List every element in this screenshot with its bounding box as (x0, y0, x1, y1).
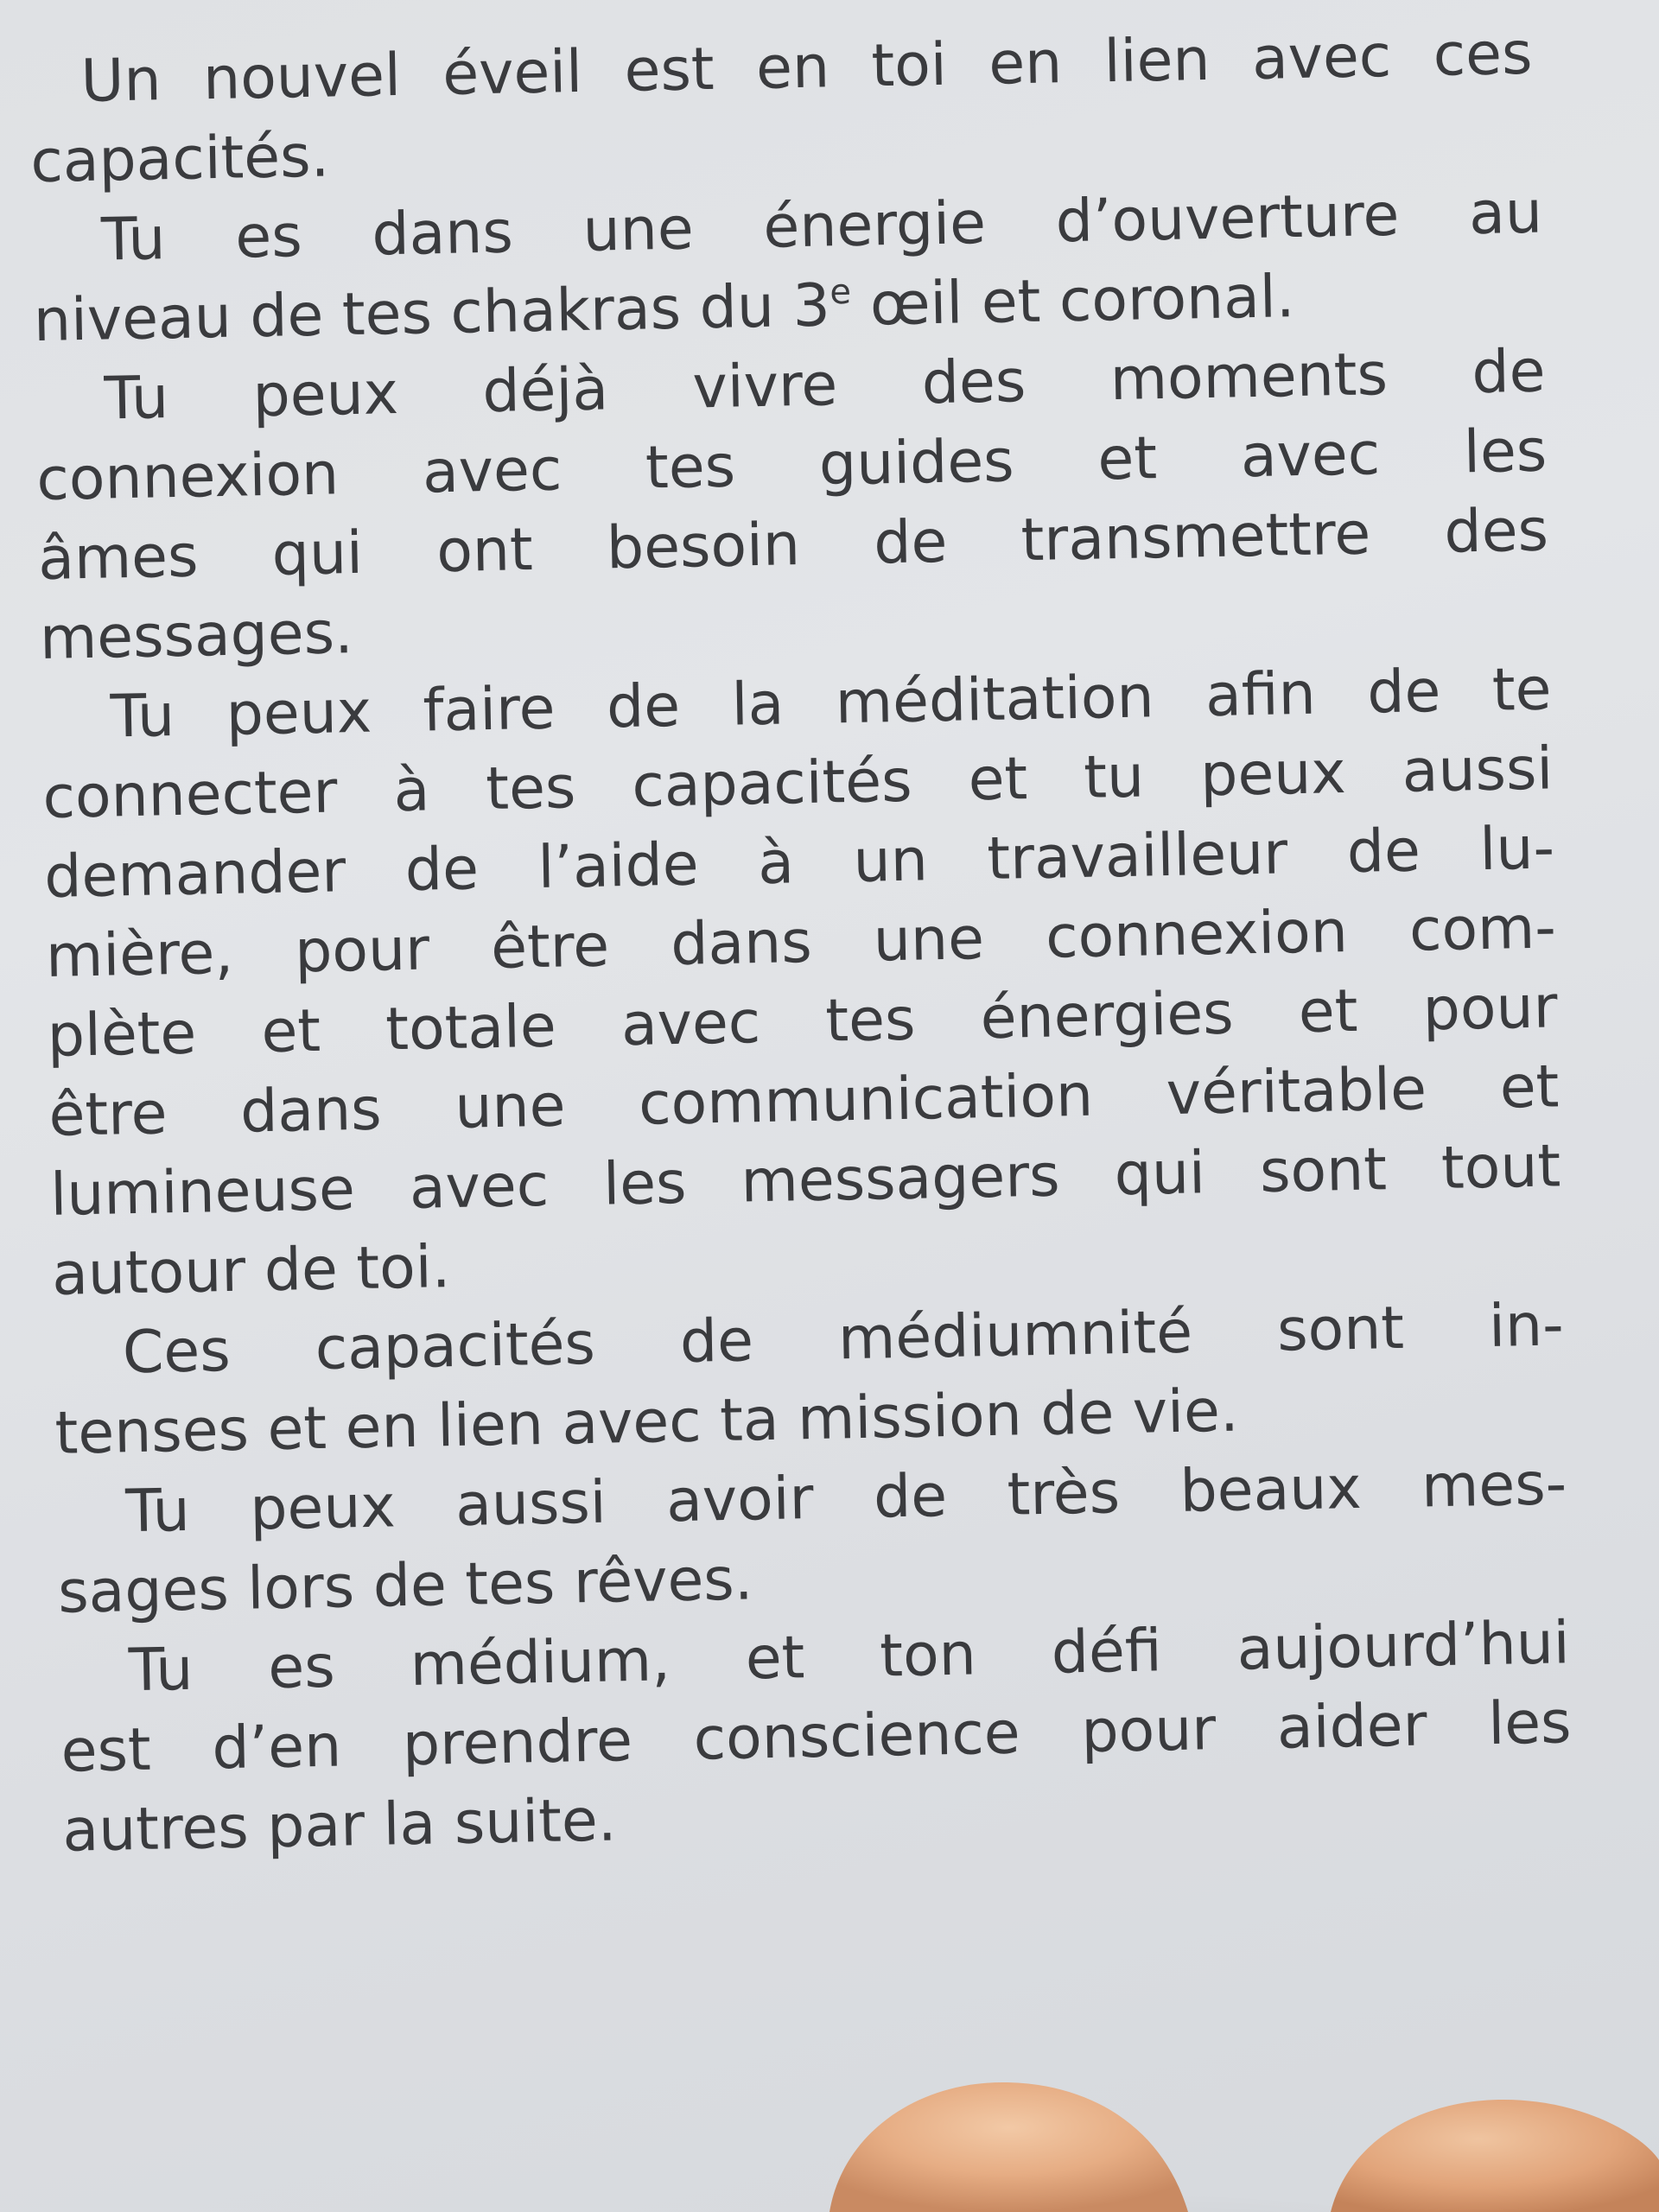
text-line: âmes qui ont besoin de transmettre des (37, 496, 1549, 594)
text-line: capacités. (29, 122, 330, 197)
text-line: autres par la suite. (61, 1786, 618, 1866)
text-fragment: niveau de tes chakras du 3 (33, 271, 831, 356)
text-line: Tu peux faire de la méditation afin de te (109, 655, 1553, 752)
text-line: tenses et en lien avec ta mission de vie. (54, 1376, 1240, 1468)
text-line: connexion avec tes guides et avec les (35, 416, 1548, 515)
text-line: autour de toi. (51, 1233, 451, 1309)
text-line: Tu peux aussi avoir de très beaux mes- (124, 1450, 1567, 1547)
text-line: Un nouvel éveil est en toi en lien avec ces (79, 19, 1534, 116)
text-line: Tu es dans une énergie d’ouverture au (100, 178, 1543, 275)
text-line: mière, pour être dans une connexion com- (45, 893, 1557, 991)
page-text (29, 0, 1573, 1866)
text-line: être dans une communication véritable et (48, 1052, 1560, 1150)
finger-shadow (786, 2117, 1512, 2212)
text-line: demander de l’aide à un travailleur de lu- (43, 814, 1555, 912)
text-line: Ces capacités de médiumnité sont in- (122, 1291, 1565, 1388)
text-line: plète et totale avec tes énergies et pour (47, 973, 1559, 1071)
text-line: sages lors de tes rêves. (57, 1545, 754, 1627)
text-line: Tu peux déjà vivre des moments de (103, 337, 1547, 434)
finger-right (1331, 2100, 1659, 2212)
text-line: connecter à tes capacités et tu peux aussi (41, 734, 1554, 832)
text-line: Tu es médium, et ton défi aujourd’hui (128, 1609, 1571, 1706)
text-line: messages. (39, 599, 354, 674)
superscript: e (829, 271, 852, 313)
text-line: lumineuse avec les messagers qui sont tout (49, 1132, 1561, 1230)
text-fragment: œil et coronal. (850, 263, 1296, 340)
text-line: est d’en prendre conscience pour aider les (60, 1688, 1573, 1786)
finger-left (830, 2082, 1188, 2212)
